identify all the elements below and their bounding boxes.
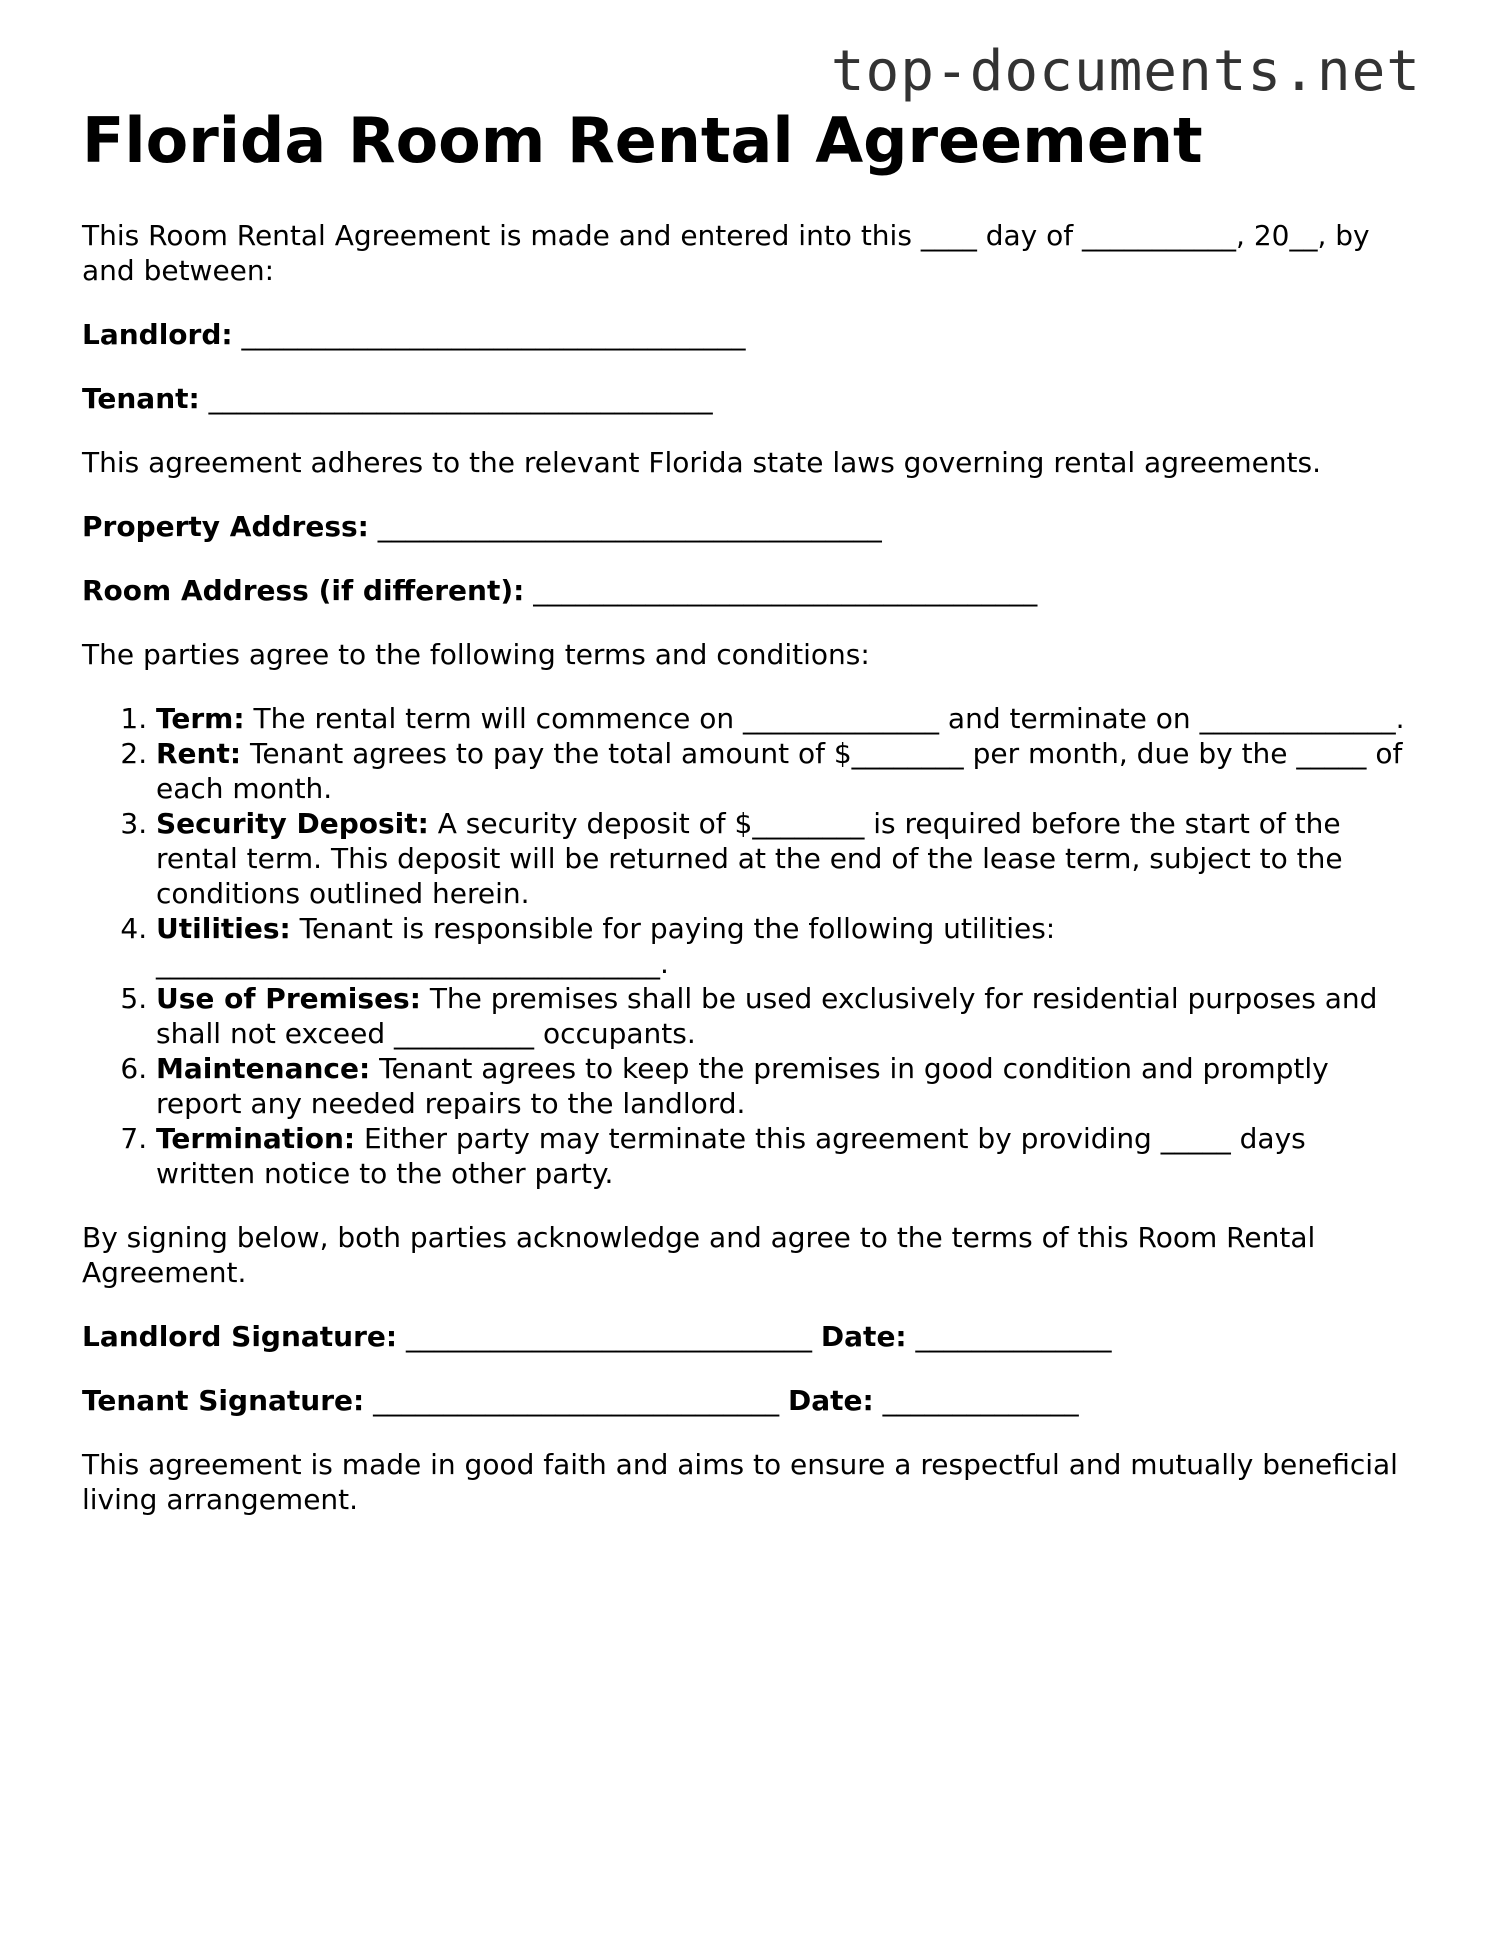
- landlord-signature-blank: _____________________________: [406, 1320, 813, 1353]
- term-label: Maintenance:: [156, 1052, 371, 1085]
- tenant-signature-blank: _____________________________: [373, 1384, 780, 1417]
- landlord-date-blank: ______________: [915, 1320, 1112, 1353]
- term-label: Termination:: [156, 1122, 356, 1155]
- property-address-blank: ____________________________________: [377, 510, 882, 543]
- tenant-signature-label: Tenant Signature:: [82, 1384, 365, 1417]
- tenant-signature-line: [82, 1383, 1412, 1418]
- tenant-date-blank: ______________: [882, 1384, 1079, 1417]
- terms-list: [82, 701, 1412, 1191]
- term-text: Either party may terminate this agreement by providing _____ days written notice to the other party.: [156, 1122, 1306, 1190]
- term-label: Term:: [156, 702, 245, 735]
- term-item-rent: [156, 736, 1412, 806]
- term-item-security-deposit: [156, 806, 1412, 911]
- room-address-label: Room Address (if different):: [82, 574, 525, 607]
- term-text: A security deposit of $________ is required before the start of the rental term. This deposit will be returned at the end of the lease term, subject to the conditions outlined herein.: [156, 807, 1343, 910]
- intro-paragraph: This Room Rental Agreement is made and entered into this ____ day of ___________, 20__, by and between:: [82, 219, 1370, 287]
- tenant-date-label: Date:: [788, 1384, 874, 1417]
- landlord-label: Landlord:: [82, 318, 233, 351]
- landlord-line: [82, 317, 1412, 352]
- room-address-blank: ____________________________________: [533, 574, 1038, 607]
- term-label: Utilities:: [156, 912, 291, 945]
- closing-paragraph: This agreement is made in good faith and aims to ensure a respectful and mutually beneficial living arrangement.: [82, 1448, 1398, 1516]
- landlord-signature-line: [82, 1319, 1412, 1354]
- term-item-termination: [156, 1121, 1412, 1191]
- term-item-utilities: [156, 911, 1412, 981]
- term-item-use-of-premises: [156, 981, 1412, 1051]
- watermark: top-documents.net: [830, 39, 1421, 104]
- laws-statement: This agreement adheres to the relevant Florida state laws governing rental agreements.: [82, 446, 1322, 479]
- property-address-line: [82, 509, 1412, 544]
- tenant-blank: ____________________________________: [208, 382, 713, 415]
- room-address-line: [82, 573, 1412, 608]
- term-item-term: [156, 701, 1412, 736]
- tenant-label: Tenant:: [82, 382, 200, 415]
- tenant-line: [82, 381, 1412, 416]
- term-text: The premises shall be used exclusively for residential purposes and shall not exceed __________ occupants.: [156, 982, 1378, 1050]
- acknowledgement-paragraph: By signing below, both parties acknowledge and agree to the terms of this Room Rental Agreement.: [82, 1221, 1316, 1289]
- term-text: Tenant agrees to pay the total amount of $________ per month, due by the _____ of each month.: [156, 737, 1403, 805]
- term-text: Tenant is responsible for paying the following utilities: ____________________________________.: [156, 912, 1056, 980]
- term-text: Tenant agrees to keep the premises in good condition and promptly report any needed repairs to the landlord.: [156, 1052, 1329, 1120]
- term-text: The rental term will commence on ______________ and terminate on ______________.: [253, 702, 1405, 735]
- landlord-blank: ____________________________________: [241, 318, 746, 351]
- document-title: Florida Room Rental Agreement: [82, 104, 1203, 177]
- landlord-date-label: Date:: [820, 1320, 907, 1353]
- landlord-signature-label: Landlord Signature:: [82, 1320, 398, 1353]
- property-address-label: Property Address:: [82, 510, 369, 543]
- term-label: Security Deposit:: [156, 807, 429, 840]
- term-label: Rent:: [156, 737, 242, 770]
- term-item-maintenance: [156, 1051, 1412, 1121]
- terms-intro: The parties agree to the following terms and conditions:: [82, 638, 870, 671]
- term-label: Use of Premises:: [156, 982, 421, 1015]
- document-body: [82, 102, 1412, 1517]
